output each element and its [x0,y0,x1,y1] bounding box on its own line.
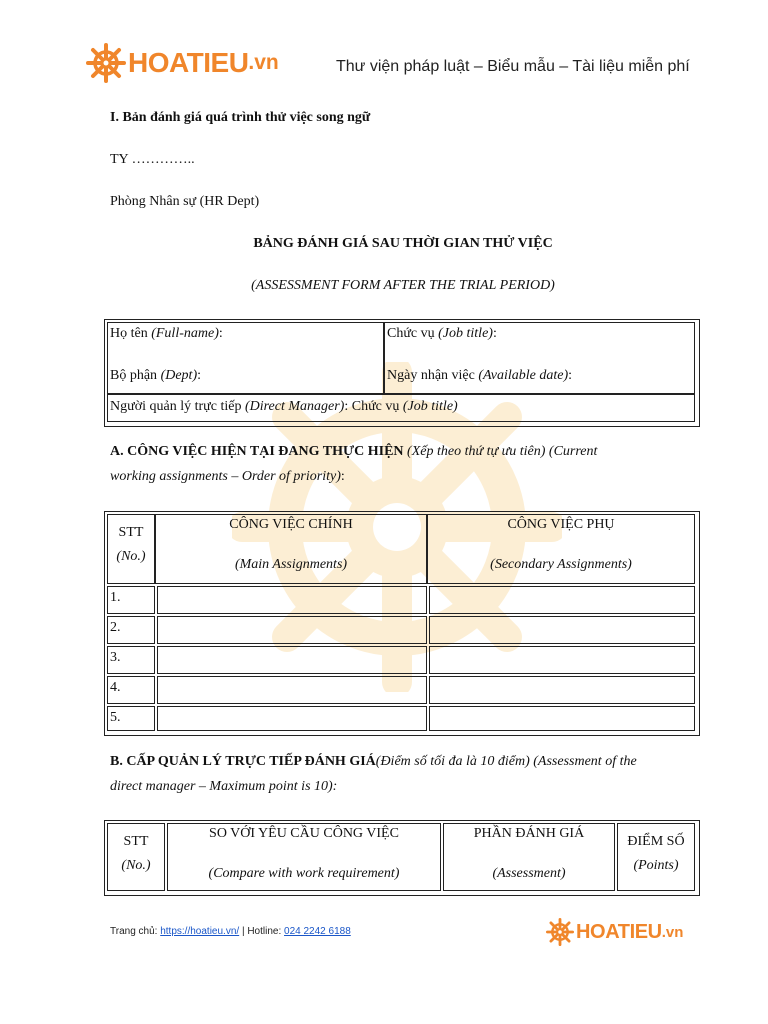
col-points-header: ĐIỂM SỐ (Points) [617,823,695,891]
col-main-header: CÔNG VIỆC CHÍNH (Main Assignments) [155,514,427,584]
section-a-heading-line2: working assignments – Order of priority): [110,469,345,484]
footer-brand-name: HOATIEU [576,920,662,943]
footer-text: Trang chủ: https://hoatieu.vn/ | Hotline: 024 2242 6188 [110,926,351,937]
col-compare-header: SO VỚI YÊU CẦU CÔNG VIỆC (Compare with work requirement) [167,823,441,891]
header-logo[interactable] [86,40,279,86]
col-stt-header: STT (No.) [107,514,155,584]
footer-brand-tld: .vn [661,923,684,941]
manager-label: Người quản lý trực tiếp (Direct Manager): Chức vụ (Job title) [110,399,458,414]
brand-tld: .vn [248,51,279,74]
form-title: BẢNG ĐÁNH GIÁ SAU THỜI GIAN THỬ VIỆC [253,236,553,251]
brand-name: HOATIEU [128,47,249,78]
home-link[interactable]: https://hoatieu.vn/ [160,926,240,937]
fullname-cell[interactable] [107,322,384,394]
section-b-heading: B. CẤP QUẢN LÝ TRỰC TIẾP ĐÁNH GIÁ(Điểm số tối đa là 10 điểm) (Assessment of the [110,754,637,769]
jobtitle-label: Chức vụ (Job title): [387,326,497,341]
secondary-assignment-input[interactable] [429,706,695,731]
main-assignment-input[interactable] [157,616,427,644]
section-b-heading-line2: direct manager – Maximum point is 10): [110,779,338,794]
secondary-assignment-input[interactable] [429,646,695,674]
section-title: I. Bản đánh giá quá trình thử việc song ngữ [110,110,371,125]
ship-wheel-icon [86,43,126,83]
secondary-assignment-input[interactable] [429,676,695,704]
table-row-stt: 2. [107,616,155,644]
department-line: Phòng Nhân sự (HR Dept) [110,194,260,209]
form-subtitle: (ASSESSMENT FORM AFTER THE TRIAL PERIOD) [251,278,555,293]
available-date-label: Ngày nhận việc (Available date): [387,368,573,383]
main-assignment-input[interactable] [157,586,427,614]
fullname-label: Họ tên (Full-name): [110,326,223,341]
main-assignment-input[interactable] [157,676,427,704]
secondary-assignment-input[interactable] [429,586,695,614]
ship-wheel-icon [546,918,574,946]
manager-cell[interactable] [107,394,695,422]
table-row-stt: 5. [107,706,155,731]
header-tagline: Thư viện pháp luật – Biểu mẫu – Tài liệu miễn phí [336,58,690,75]
main-assignment-input[interactable] [157,646,427,674]
table-row-stt: 1. [107,586,155,614]
col-assessment-header: PHẦN ĐÁNH GIÁ (Assessment) [443,823,615,891]
secondary-assignment-input[interactable] [429,616,695,644]
table-row-stt: 3. [107,646,155,674]
company-line: TY ………….. [110,152,195,167]
col-stt-header: STT (No.) [107,823,165,891]
main-assignment-input[interactable] [157,706,427,731]
footer-logo[interactable] [546,916,683,948]
section-a-heading: A. CÔNG VIỆC HIỆN TẠI ĐANG THỰC HIỆN (Xếp theo thứ tự ưu tiên) (Current [110,444,598,459]
dept-label: Bộ phận (Dept): [110,368,201,383]
hotline-link[interactable]: 024 2242 6188 [284,926,351,937]
table-row-stt: 4. [107,676,155,704]
jobtitle-cell[interactable] [384,322,695,394]
col-secondary-header: CÔNG VIỆC PHỤ (Secondary Assignments) [427,514,695,584]
